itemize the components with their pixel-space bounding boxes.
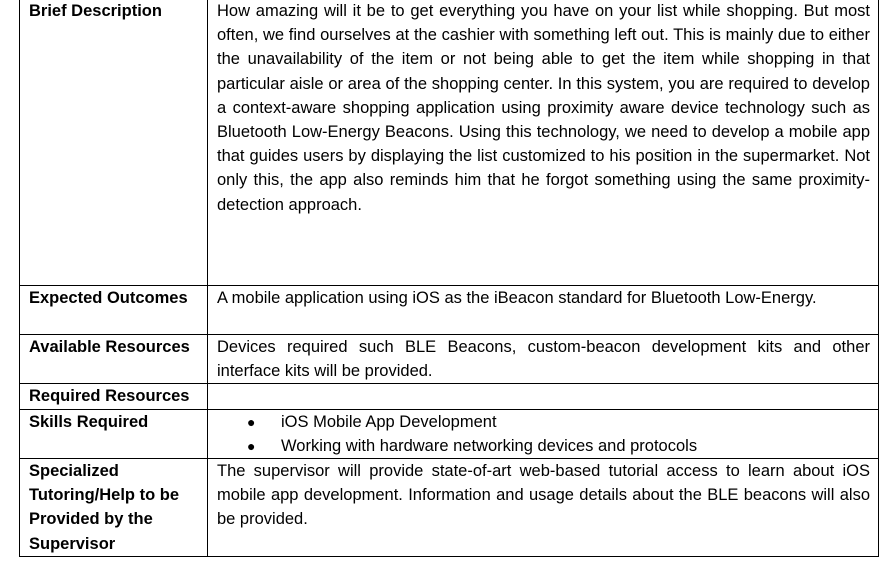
skills-list [217, 410, 870, 458]
bullet-icon: ● [247, 437, 256, 454]
required-resources-label: Required Resources [20, 384, 208, 409]
specialized-tutoring-text: The supervisor will provide state-of-art web-based tutorial access to learn about iOS mobile app development. Information and usage details about the BLE beacons will also be provided. [208, 459, 879, 557]
expected-outcomes-text: A mobile application using iOS as the iBeacon standard for Bluetooth Low-Energy. [208, 286, 879, 335]
skills-required-cell [208, 409, 879, 458]
table-row-skills-required [20, 409, 879, 458]
table-row-expected-outcomes [20, 286, 879, 335]
required-resources-text [208, 384, 879, 409]
expected-outcomes-label: Expected Outcomes [20, 286, 208, 335]
skill-text: iOS Mobile App Development [281, 412, 497, 431]
skills-list-item [247, 434, 870, 458]
table-row-brief-description [20, 0, 879, 286]
bullet-icon: ● [247, 413, 256, 430]
table-row-available-resources [20, 335, 879, 384]
skills-list-item [247, 410, 870, 434]
skills-required-label: Skills Required [20, 409, 208, 458]
brief-description-label: Brief Description [20, 0, 208, 286]
skill-text: Working with hardware networking devices and protocols [281, 436, 698, 455]
available-resources-text: Devices required such BLE Beacons, custom-beacon development kits and other interface kits will be provided. [208, 335, 879, 384]
table-row-specialized-tutoring [20, 459, 879, 557]
project-details-table [19, 0, 879, 557]
table-row-required-resources [20, 384, 879, 409]
brief-description-text: How amazing will it be to get everything you have on your list while shopping. But most often, we find ourselves at the cashier with something left out. This is mainly due to either the unavailability of the item or not being able to get the item while shopping in that particular aisle or area of the shopping center. In this system, you are required to develop a context-aware shopping application using proximity aware device technology such as Bluetooth Low-Energy Beacons. Using this technology, we need to develop a mobile app that guides users by displaying the list customized to his position in the supermarket. Not only this, the app also reminds him that he forgot something using the same proximity-detection approach. [208, 0, 879, 286]
available-resources-label: Available Resources [20, 335, 208, 384]
specialized-tutoring-label: Specialized Tutoring/Help to be Provided by the Supervisor [20, 459, 208, 557]
